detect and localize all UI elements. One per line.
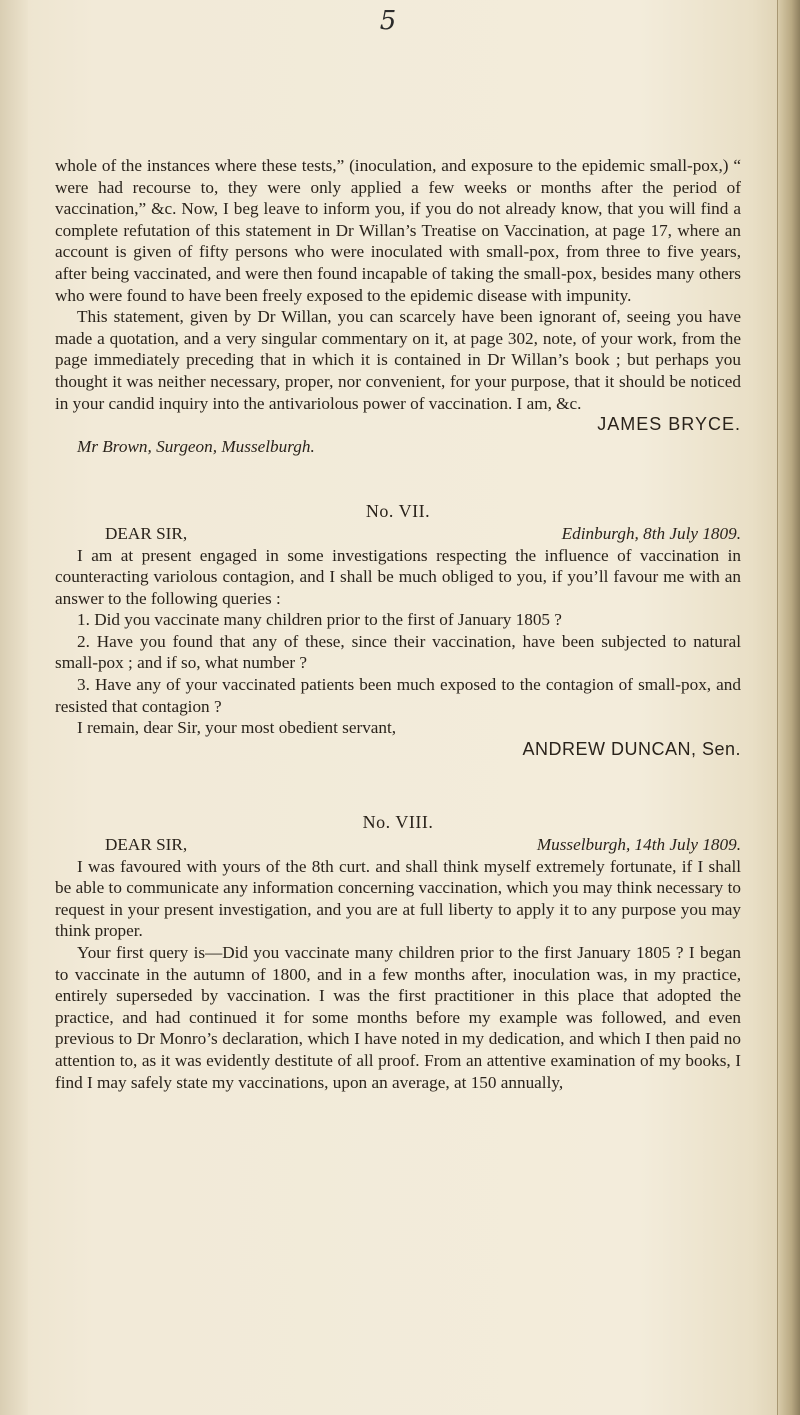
letter-viii-body-2: Your first query is—Did you vaccinate many children prior to the first January 1805 ? I began to vaccinate in the autumn of 1800, and in a few months after, inoculation was, in my practice, entirely superseded by vaccination. I was the first practitioner in this place that adopted the practice, and had continued it for some months before my example was followed, and even previous to Dr Monro’s declaration, which I have noted in my dedication, and which I then paid no attention to, as it was evidently destitute of all proof. From an attentive examination of my books, I find I may safely state my vaccinations, upon an average, at 150 annually, <box>55 943 741 1092</box>
letter-viii-body-1: I was favoured with yours of the 8th curt. and shall think myself extremely fortunate, if I shall be able to communicate any information concerning vaccination, which you may think necessary to request in your present investigation, and you are at full liberty to apply it to any purpose you may think proper. <box>55 856 741 941</box>
letter-vii-closing: I remain, dear Sir, your most obedient servant, <box>77 718 397 738</box>
paragraph-willan-statement: This statement, given by Dr Willan, you can scarcely have been ignorant of, seeing you have made a quotation, and a very singular commentary on it, at page 302, note, of your work, from the page immediately preceding that in which it is contained in Dr Willan’s book ; but perhaps you thought it was neither necessary, proper, nor convenient, for your purpose, that it should be noticed in your candid inquiry into the antivariolous power of vaccination. I am, &c. <box>55 307 741 413</box>
page-left-edge <box>0 0 28 1415</box>
letter-vii-header <box>55 523 741 545</box>
letter-viii-header <box>55 834 741 856</box>
letter-number-viii: No. VIII. <box>362 812 434 833</box>
page-content <box>55 155 741 1093</box>
letter-viii-salutation: DEAR SIR, <box>105 835 188 855</box>
letter-vii-salutation: DEAR SIR, <box>105 523 188 543</box>
letter-viii-date: Musselburgh, 14th July 1809. <box>536 835 741 855</box>
letter-vii-query-3: 3. Have any of your vaccinated patients been much exposed to the contagion of small-pox, and resisted that contagion ? <box>55 675 741 716</box>
letter-vii-query-2: 2. Have you found that any of these, since their vaccination, have been subjected to natural small-pox ; and if so, what number ? <box>55 631 741 673</box>
book-binding-edge <box>777 0 800 1415</box>
page-number: 5 <box>379 6 397 36</box>
paragraph-refutation: whole of the instances where these tests,” (inoculation, and exposure to the epidemic small-pox,) “ were had recourse to, they were only applied a few weeks or months after the period of vaccination,” &c. Now, I beg leave to inform you, if you do not already know, that you will find a complete refutation of this statement in Dr Willan’s Treatise on Vaccination, at page 17, where an account is given of fifty persons who were inoculated with small-pox, from three to five years, after being vaccinated, and were then found incapable of taking the small-pox, besides many others who were found to have been freely exposed to the epidemic disease with impunity. <box>55 156 741 305</box>
signature-row-1 <box>55 414 741 436</box>
signature-james-bryce: JAMES BRYCE. <box>597 414 741 435</box>
letter-vii-body: I am at present engaged in some investigations respecting the influence of vaccination in counteracting variolous contagion, and I shall be much obliged to you, if you’ll favour me with an answer to the following queries : <box>55 545 741 608</box>
letter-number-vii: No. VII. <box>365 501 431 522</box>
letter-vii-date: Edinburgh, 8th July 1809. <box>561 523 741 543</box>
signature-andrew-duncan: ANDREW DUNCAN, Sen. <box>522 738 741 759</box>
letter-vii-query-1: 1. Did you vaccinate many children prior to the first of January 1805 ? <box>77 610 562 630</box>
addressee-line: Mr Brown, Surgeon, Musselburgh. <box>77 436 315 456</box>
